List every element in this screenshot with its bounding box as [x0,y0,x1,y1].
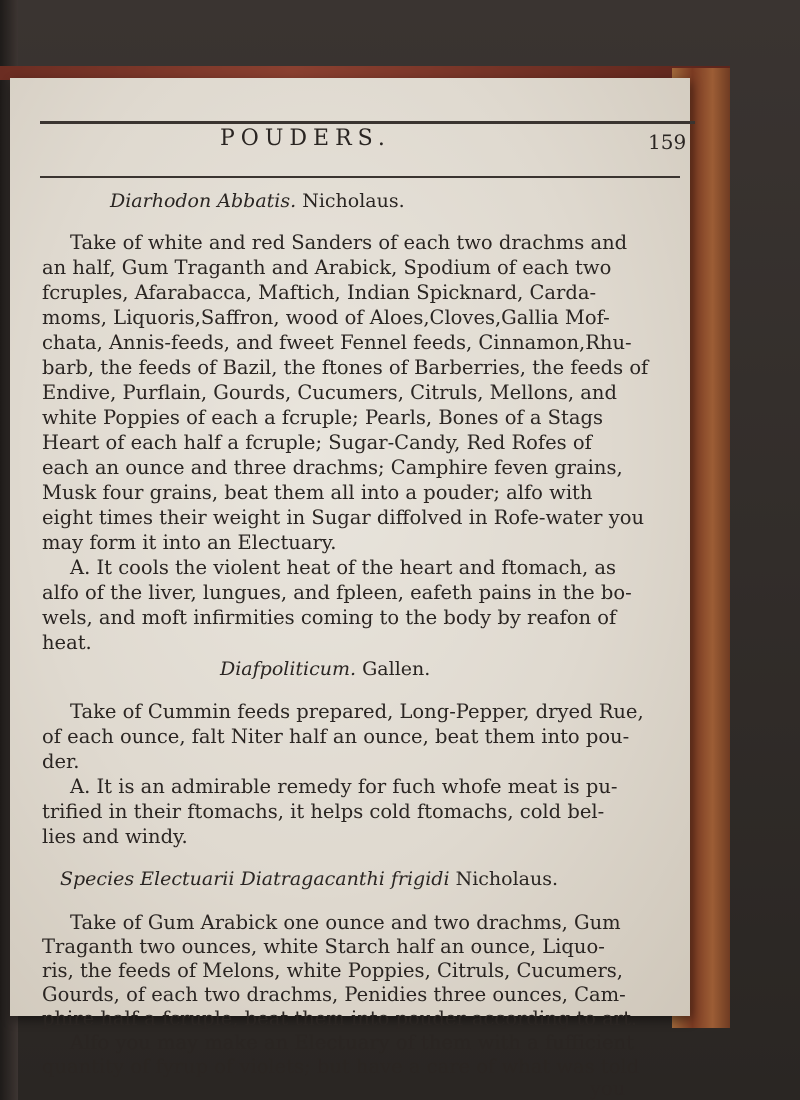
catchword: you [590,1077,626,1100]
text-line: each an ounce and three drachms; Camphire feven grains, [42,456,623,479]
text-line: Musk four grains, beat them all into a pouder; alfo with [42,481,593,504]
text-line: Traganth two ounces, white Starch half an ounce, Liquo- [42,935,605,958]
running-head: POUDERS. [220,126,391,151]
header-rule-top [40,121,695,124]
section-title: Diarhodon Abbatis. [110,190,297,212]
text-line: ris, the feeds of Melons, white Poppies, Citruls, Cucumers, [42,959,623,982]
text-line: der. [42,750,80,773]
text-line: fcruples, Afarabacca, Maftich, Indian Spicknard, Carda- [42,281,597,304]
section-heading [110,190,405,212]
text-line: Take of Gum Arabick one ounce and two drachms, Gum [70,911,621,934]
section-heading [220,658,430,680]
page-number: 159 [648,130,687,154]
text-line: white Poppies of each a fcruple; Pearls, Bones of a Stags [42,406,603,429]
header-rule-bottom [40,176,680,178]
section-author: Nicholaus. [302,190,405,212]
text-line: may form it into an Electuary. [42,531,337,554]
text-line: Take of white and red Sanders of each two drachms and [70,231,628,254]
text-line: chata, Annis-feeds, and fweet Fennel feeds, Cinnamon,Rhu- [42,331,632,354]
text-line: trified in their ftomachs, it helps cold ftomachs, cold bel- [42,800,605,823]
section-title: Species Electuarii Diatragacanthi frigidi [60,868,450,890]
section-author: Gallen. [362,658,431,680]
text-line: wels, and moft infirmities coming to the body by reafon of [42,606,617,629]
text-line: an half, Gum Traganth and Arabick, Spodium of each two [42,256,612,279]
text-line: moms, Liquoris,Saffron, wood of Aloes,Cloves,Gallia Mof- [42,306,610,329]
text-line: Gourds, of each two drachms, Penidies three ounces, Cam- [42,983,626,1006]
section-heading [60,868,558,890]
text-line: phire half a fcruple, beat them into pouder according to art. [42,1007,638,1030]
text-line: A. It is an admirable remedy for fuch whofe meat is pu- [70,775,618,798]
text-line: of each ounce, falt Niter half an ounce, beat them into pou- [42,725,630,748]
text-line: barb, the feeds of Bazil, the ftones of Barberries, the feeds of [42,356,649,379]
book-page [10,78,690,1100]
text-line: Endive, Purflain, Gourds, Cucumers, Citruls, Mellons, and [42,381,617,404]
section-author: Nicholaus. [455,868,559,890]
text-line: lies and windy. [42,825,188,848]
text-line: A. It cools the violent heat of the heart and ftomach, as [70,556,616,579]
text-line: Heart of each half a fcruple; Sugar-Candy, Red Rofes of [42,431,592,454]
text-line: quantity of fyrup of violets; but have a care of what was told [42,1055,640,1078]
text-line: eight times their weight in Sugar diffolved in Rofe-water you [42,506,645,529]
text-line: heat. [42,631,92,654]
text-line: Take of Cummin feeds prepared, Long-Pepper, dryed Rue, [70,700,644,723]
section-title: Diafpoliticum. [220,658,357,680]
text-line: Alfo you may make an Electuary of them with a fufficient [70,1031,634,1054]
text-line: alfo of the liver, lungues, and fpleen, eafeth pains in the bo- [42,581,632,604]
